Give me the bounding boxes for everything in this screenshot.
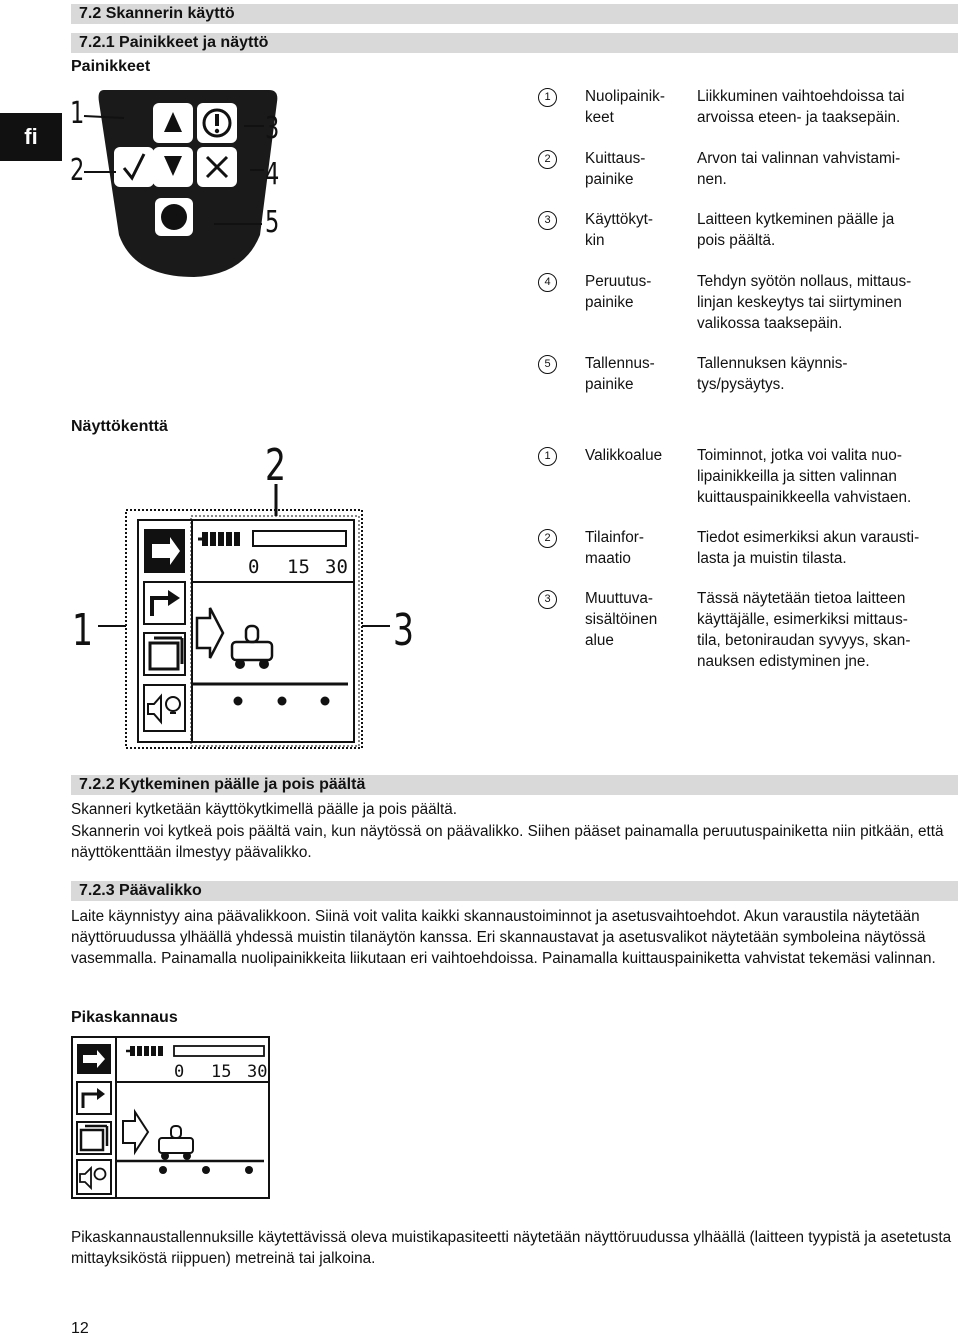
scan-arrow-icon <box>197 608 223 658</box>
quick-menu-settings-icon <box>77 1160 111 1194</box>
pikaskannaus-heading: Pikaskannaus <box>71 1009 178 1026</box>
section-title: 7.2 Skannerin käyttö <box>71 4 958 24</box>
quickscan-screen-illustration <box>71 1036 271 1201</box>
keypad-callout-2: 2 <box>70 153 85 188</box>
display-callout-1: 1 <box>72 605 93 656</box>
display-heading: Näyttökenttä <box>71 418 168 435</box>
paragraph-power-2: Skannerin voi kytkeä pois päältä vain, kun näytössä on päävalikko. Siihen pääset painamalla peruutuspainiketta niin pitkään, että näyttökenttään ilmestyy päävalikko. <box>71 823 944 861</box>
quick-scale-label-30: 30 <box>247 1062 268 1082</box>
display-illustration <box>68 430 438 760</box>
buttons-heading: Painikkeet <box>71 58 151 75</box>
quick-memory-bar <box>174 1046 264 1056</box>
scale-label-30: 30 <box>325 556 348 578</box>
paragraph-pikaskannaus: Pikaskannaustallennuksille käytettävissä oleva muistikapasiteetti näytetään näyttöruudussa ylhäällä (laitteen tyypistä ja asetetusta mittayksiköstä riippuen) metreinä tai jalkoina. <box>71 1229 952 1267</box>
display-callout-2: 2 <box>265 440 286 491</box>
display-callout-3: 3 <box>393 605 414 656</box>
keypad-callout-4: 4 <box>265 157 280 192</box>
subsection-title-power: 7.2.2 Kytkeminen päälle ja pois päältä <box>71 775 958 795</box>
scale-label-15: 15 <box>287 556 310 578</box>
keypad-callout-1: 1 <box>70 96 85 131</box>
page-number: 12 <box>71 1320 89 1337</box>
scanner-car-icon <box>232 626 272 669</box>
confirm-key[interactable] <box>114 147 154 187</box>
scale-label-0: 0 <box>248 556 261 578</box>
quick-scan-arrow-icon <box>123 1112 148 1152</box>
subsection-title-main-menu: 7.2.3 Päävalikko <box>71 881 958 901</box>
language-tab: fi <box>0 113 62 161</box>
keypad-callout-5: 5 <box>265 205 280 240</box>
quick-scale-label-0: 0 <box>174 1062 185 1082</box>
display-svg <box>68 430 438 760</box>
keypad-callout-3: 3 <box>265 111 280 146</box>
subsection-title-buttons-display: 7.2.1 Painikkeet ja näyttö <box>71 33 958 53</box>
paragraph-power-1: Skanneri kytketään käyttökytkimellä päälle ja pois päältä. <box>71 801 458 818</box>
quick-scale-label-15: 15 <box>211 1062 232 1082</box>
quickscan-svg <box>71 1036 271 1201</box>
memory-bar <box>253 531 346 546</box>
power-icon <box>161 204 187 230</box>
paragraph-main-menu: Laite käynnistyy aina päävalikkoon. Siinä voit valita kaikki skannaustoiminnot ja asetusvaihtoehdot. Akun varaustila näytetään näyttöruudussa ylhäällä yhdessä muistin tilanäytön kanssa. Eri skannaustavat ja asetusvalikot näytetään symboleina näytössä vasemmalla. Painamalla nuolipainikkeita liikutaan eri vaihtoehdoissa. Painamalla kuittauspainiketta vahvistat tekemäsi valinnan. <box>71 908 936 967</box>
